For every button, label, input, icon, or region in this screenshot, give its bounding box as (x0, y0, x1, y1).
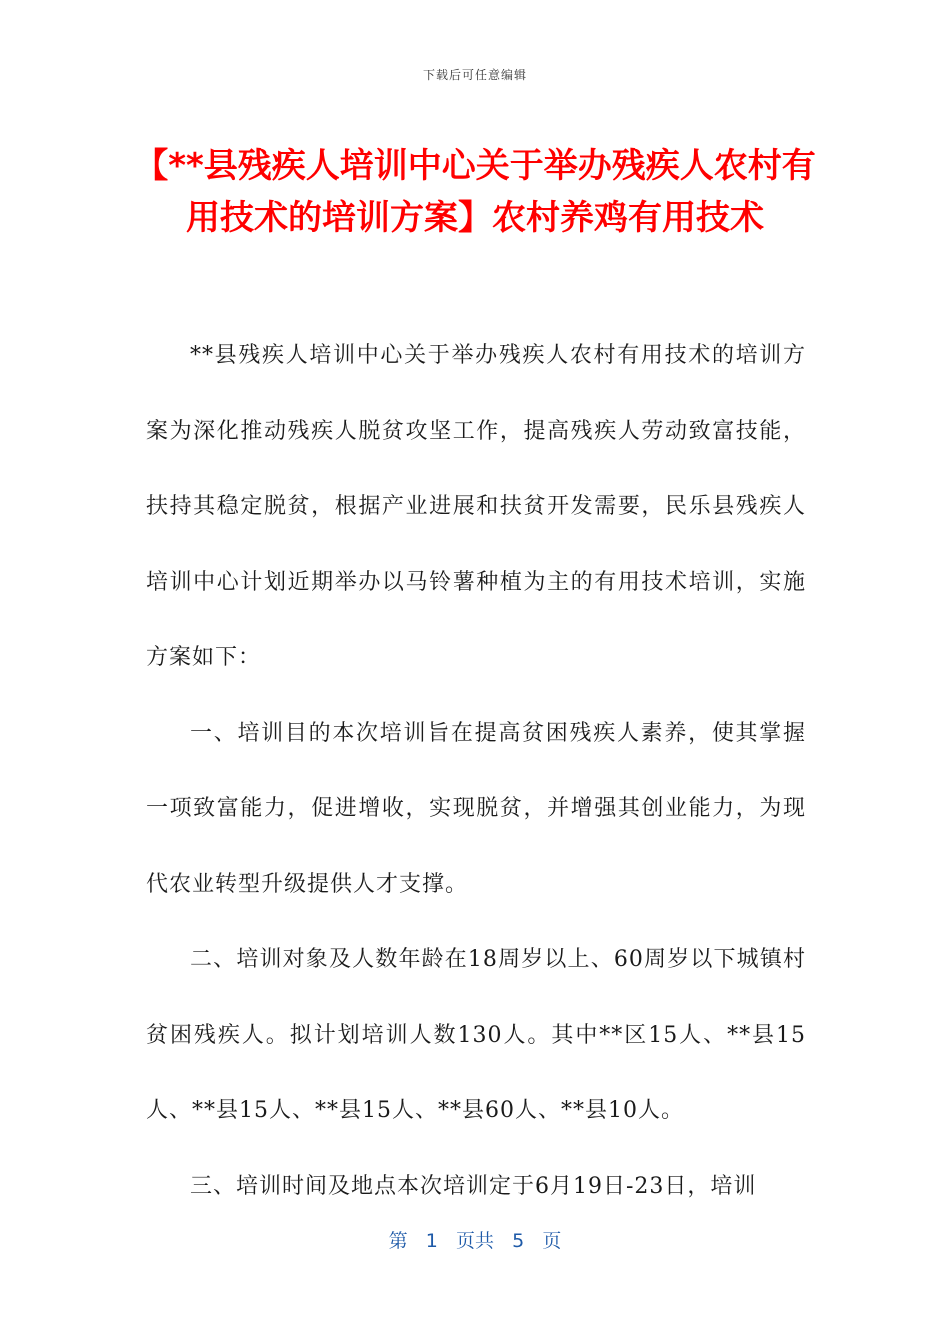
page-footer (0, 1226, 950, 1253)
footer-middle: 页共 (455, 1230, 494, 1252)
footer-current-page: 1 (425, 1230, 438, 1252)
footer-total-pages: 5 (512, 1230, 525, 1252)
paragraph-section-2: 二、培训对象及人数年龄在18周岁以上、60周岁以下城镇村贫困残疾人。拟计划培训人数130人。其中**区15人、**县15人、**县15人、**县15人、**县60人、**县10人。 (146, 947, 806, 1123)
paragraph-section-1: 一、培训目的本次培训旨在提高贫困残疾人素养，使其掌握一项致富能力，促进增收，实现脱贫，并增强其创业能力，为现代农业转型升级提供人才支撑。 (146, 720, 806, 897)
document-title: 【**县残疾人培训中心关于举办残疾人农村有用技术的培训方案】农村养鸡有用技术 (134, 146, 816, 238)
footer-prefix: 第 (388, 1230, 408, 1252)
footer-suffix: 页 (542, 1230, 562, 1252)
paragraph-section-3: 三、培训时间及地点本次培训定于6月19日-23日，培训 (190, 1173, 757, 1199)
document-body (146, 318, 806, 1224)
header-note: 下载后可任意编辑 (422, 68, 527, 82)
paragraph-intro: **县残疾人培训中心关于举办残疾人农村有用技术的培训方案为深化推动残疾人脱贫攻坚工作，提高残疾人劳动致富技能，扶持其稳定脱贫，根据产业进展和扶贫开发需要，民乐县残疾人培训中心计划近期举办以马铃薯种植为主的有用技术培训，实施方案如下： (146, 343, 806, 670)
